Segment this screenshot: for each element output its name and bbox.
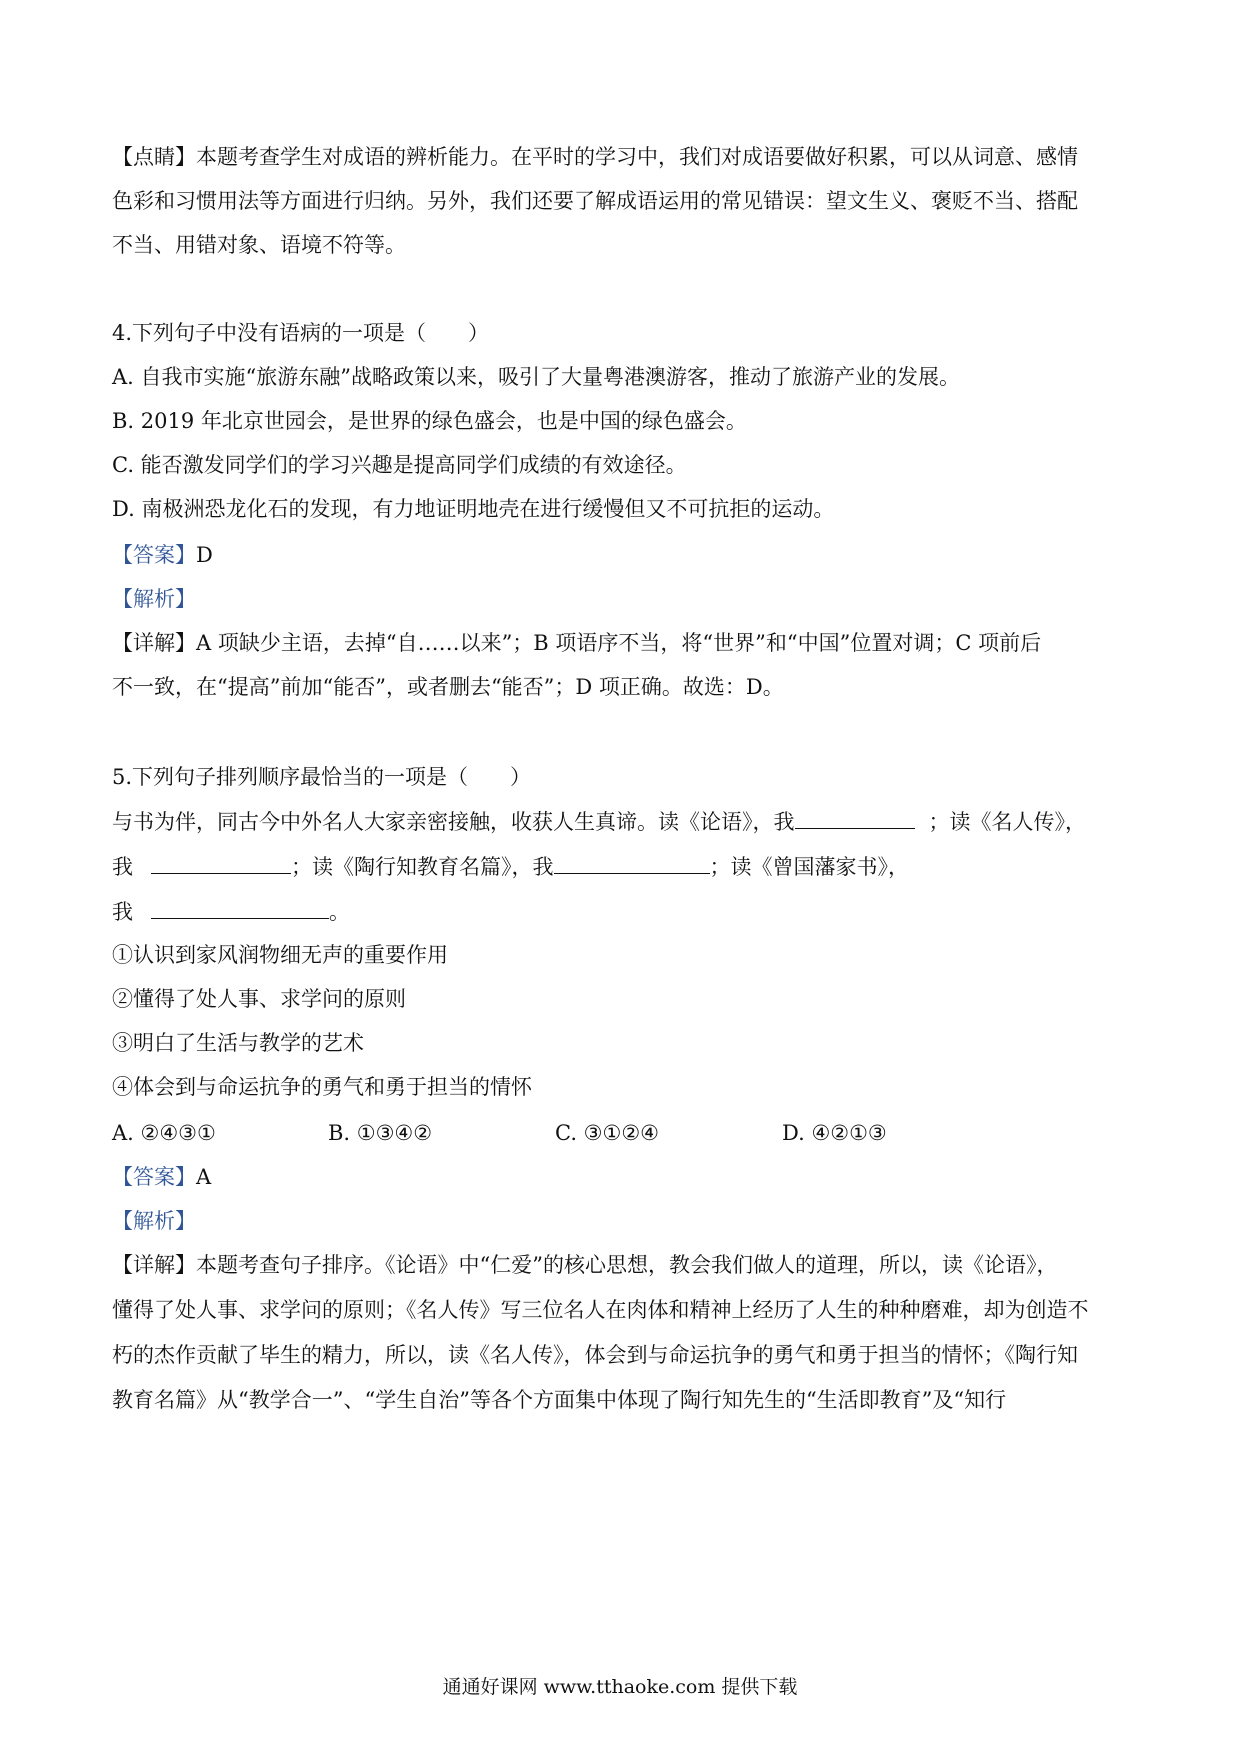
q5-detail-line-2: 懂得了处人事、求学问的原则；《名人传》写三位名人在肉体和精神上经历了人生的种种磨难，却为创造不 [112, 1298, 1089, 1322]
dianjing-line-3: 不当、用错对象、语境不符等。 [112, 233, 406, 257]
fill-blank-1 [795, 806, 915, 829]
dianjing-line-2: 色彩和习惯用法等方面进行归纳。另外，我们还要了解成语运用的常见错误：望文生义、褒贬不当、搭配 [112, 189, 1078, 213]
answer-tag: 【答案】 [112, 1165, 196, 1189]
q5-item-3: ③明白了生活与教学的艺术 [112, 1031, 364, 1055]
q4-option-c: C. 能否激发同学们的学习兴趣是提高同学们成绩的有效途径。 [112, 453, 687, 477]
q5-choice-c: C. ③①②④ [555, 1121, 659, 1145]
q5-para-line-1: 与书为伴，同古今中外名人大家亲密接触，收获人生真谛。读《论语》，我 ；读《名人传》， [112, 806, 1086, 837]
q4-answer [112, 540, 213, 570]
dianjing-line-1: 【点睛】本题考查学生对成语的辨析能力。在平时的学习中，我们对成语要做好积累，可以从词意、感情 [112, 145, 1078, 169]
q5-detail-line-4: 教育名篇》从“教学合一”、“学生自治”等各个方面集中体现了陶行知先生的“生活即教育”及“知行 [112, 1388, 1007, 1412]
q4-option-d: D. 南极洲恐龙化石的发现，有力地证明地壳在进行缓慢但又不可抗拒的运动。 [112, 497, 835, 521]
q5-answer [112, 1162, 211, 1192]
q5-para-line-2: 我 ；读《陶行知教育名篇》，我 ；读《曾国藩家书》， [112, 851, 909, 882]
answer-value: D [196, 543, 213, 567]
q4-detail-line-2: 不一致，在“提高”前加“能否”，或者删去“能否”；D 项正确。故选：D。 [112, 675, 784, 699]
fill-blank-4 [151, 896, 329, 919]
q5-item-1: ①认识到家风润物细无声的重要作用 [112, 943, 448, 967]
fill-blank-3 [554, 851, 710, 874]
q4-detail-line-1: 【详解】A 项缺少主语，去掉“自……以来”；B 项语序不当，将“世界”和“中国”位置对调；C 项前后 [112, 631, 1042, 655]
q4-analysis-tag: 【解析】 [112, 587, 196, 611]
answer-value: A [196, 1165, 212, 1189]
q5-choice-d: D. ④②①③ [782, 1121, 887, 1145]
q4-option-a: A. 自我市实施“旅游东融”战略政策以来，吸引了大量粤港澳游客，推动了旅游产业的发展。 [112, 365, 960, 389]
q4-stem: 4.下列句子中没有语病的一项是（ ） [112, 321, 490, 345]
detail-tag: 【详解】 [112, 1253, 196, 1277]
q4-option-b: B. 2019 年北京世园会，是世界的绿色盛会，也是中国的绿色盛会。 [112, 409, 747, 433]
q5-detail-line-3: 朽的杰作贡献了毕生的精力，所以，读《名人传》，体会到与命运抗争的勇气和勇于担当的情怀；《陶行知 [112, 1343, 1078, 1367]
q5-stem: 5.下列句子排列顺序最恰当的一项是（ ） [112, 765, 532, 789]
dianjing-tag: 【点睛】 [112, 145, 196, 169]
answer-tag: 【答案】 [112, 543, 196, 567]
q5-item-2: ②懂得了处人事、求学问的原则 [112, 987, 406, 1011]
fill-blank-2 [151, 851, 291, 874]
q5-detail-line-1: 【详解】本题考查句子排序。《论语》中“仁爱”的核心思想，教会我们做人的道理，所以，读《论语》， [112, 1253, 1058, 1277]
q5-item-4: ④体会到与命运抗争的勇气和勇于担当的情怀 [112, 1075, 532, 1099]
q5-choice-a: A. ②④③① [112, 1121, 216, 1145]
detail-tag: 【详解】 [112, 631, 196, 655]
q5-analysis-tag: 【解析】 [112, 1209, 196, 1233]
q5-para-line-3: 我 。 [112, 896, 350, 927]
q5-choice-b: B. ①③④② [328, 1121, 433, 1145]
page-footer: 通通好课网 www.tthaoke.com 提供下载 [442, 1676, 798, 1698]
